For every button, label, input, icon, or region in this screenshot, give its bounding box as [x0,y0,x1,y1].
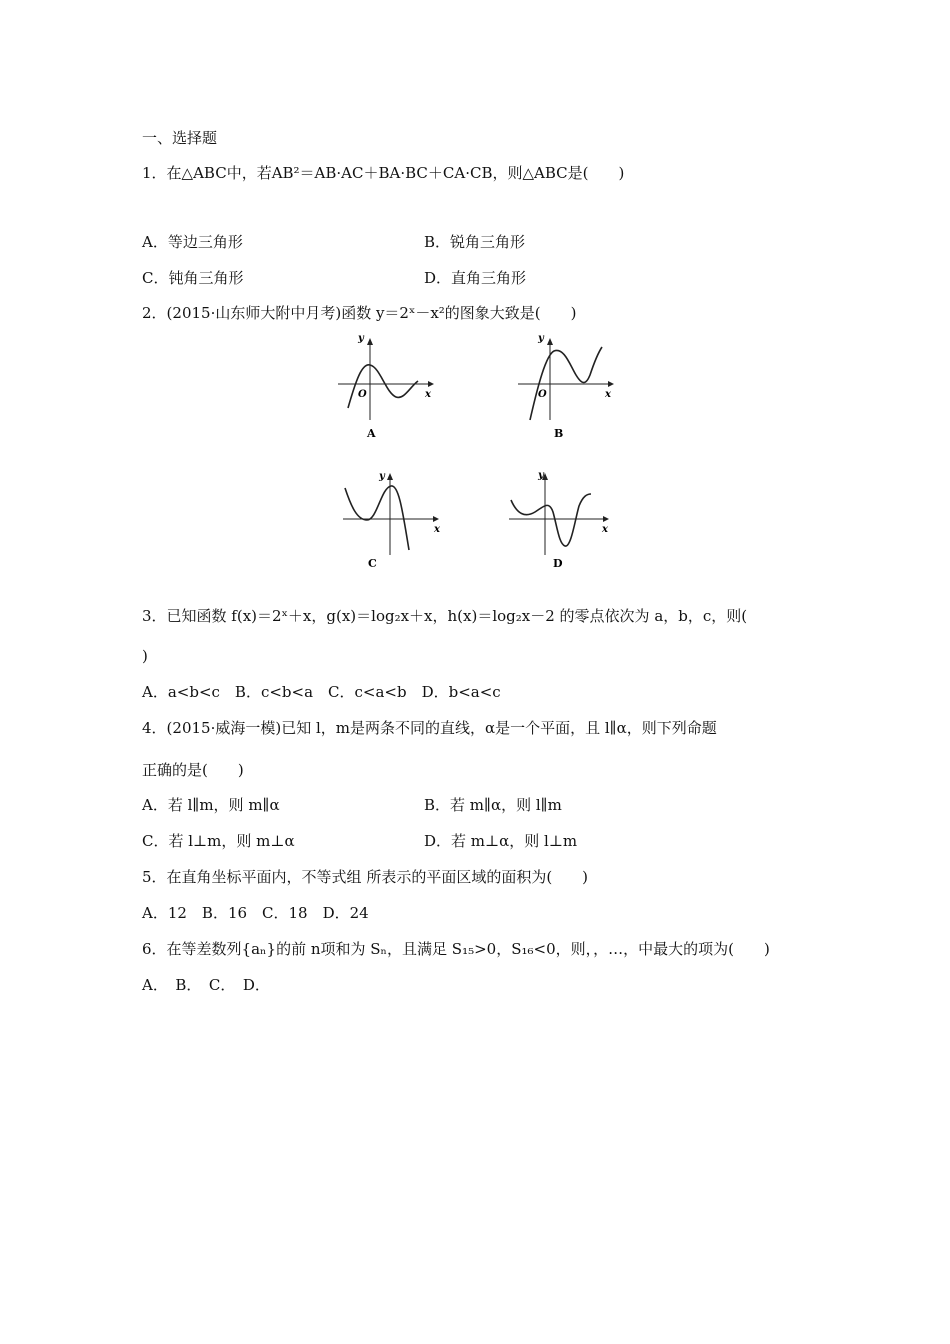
graph-d [505,470,615,580]
q3-stem-continued: ) [142,647,148,665]
q4-option-c: C．若 l⊥m，则 m⊥α [142,832,295,850]
graph-a [330,335,440,445]
graph-b [510,335,620,445]
q5-options: A．12 B．16 C．18 D．24 [142,904,369,922]
q3-options: A．a<b<c B．c<b<a C．c<a<b D．b<a<c [142,683,501,701]
graph-a-label: A [367,427,376,440]
graph-d-x-label: x [602,524,608,535]
graph-a-y-label: y [358,333,364,344]
graph-c-y-label: y [379,471,385,482]
graph-d-y-label: y [538,470,544,481]
q1-option-d: D．直角三角形 [424,269,527,287]
q4-option-b: B．若 m∥α，则 l∥m [424,796,562,814]
graph-c-label: C [368,557,377,570]
q4-stem: 4．(2015·威海一模)已知 l，m是两条不同的直线，α是一个平面，且 l∥α，则下列命题 [142,719,717,737]
graph-b-origin: O [538,389,547,400]
q1-stem: 1．在△ABC中，若AB²＝AB·AC＋BA·BC＋CA·CB，则△ABC是( ) [142,164,625,182]
q6-stem: 6．在等差数列{aₙ}的前 n项和为 Sₙ，且满足 S₁₅>0，S₁₆<0，则，，…，中最大的项为( ) [142,940,770,958]
graph-b-label: B [554,427,564,440]
graph-b-y-label: y [538,333,544,344]
graph-a-x-label: x [425,389,431,400]
q1-option-c: C．钝角三角形 [142,269,244,287]
q1-option-b: B．锐角三角形 [424,233,526,251]
q4-option-d: D．若 m⊥α，则 l⊥m [424,832,578,850]
q1-option-a: A．等边三角形 [142,233,243,251]
graph-a-origin: O [358,389,367,400]
q4-stem-continued: 正确的是( ) [142,761,244,779]
q4-option-a: A．若 l∥m，则 m∥α [142,796,280,814]
q3-stem: 3．已知函数 f(x)＝2ˣ＋x，g(x)＝log₂x＋x，h(x)＝log₂x－2 的零点依次为 a，b，c，则( [142,607,748,625]
graph-d-label: D [553,557,563,570]
graph-c-x-label: x [434,524,440,535]
section-title: 一、选择题 [142,129,218,147]
q2-stem: 2．(2015·山东师大附中月考)函数 y＝2ˣ－x²的图象大致是( ) [142,304,577,322]
graph-c [335,470,445,580]
graph-b-x-label: x [605,389,611,400]
q5-stem: 5．在直角坐标平面内，不等式组 所表示的平面区域的面积为( ) [142,868,589,886]
q6-options: A． B． C． D． [142,976,270,994]
